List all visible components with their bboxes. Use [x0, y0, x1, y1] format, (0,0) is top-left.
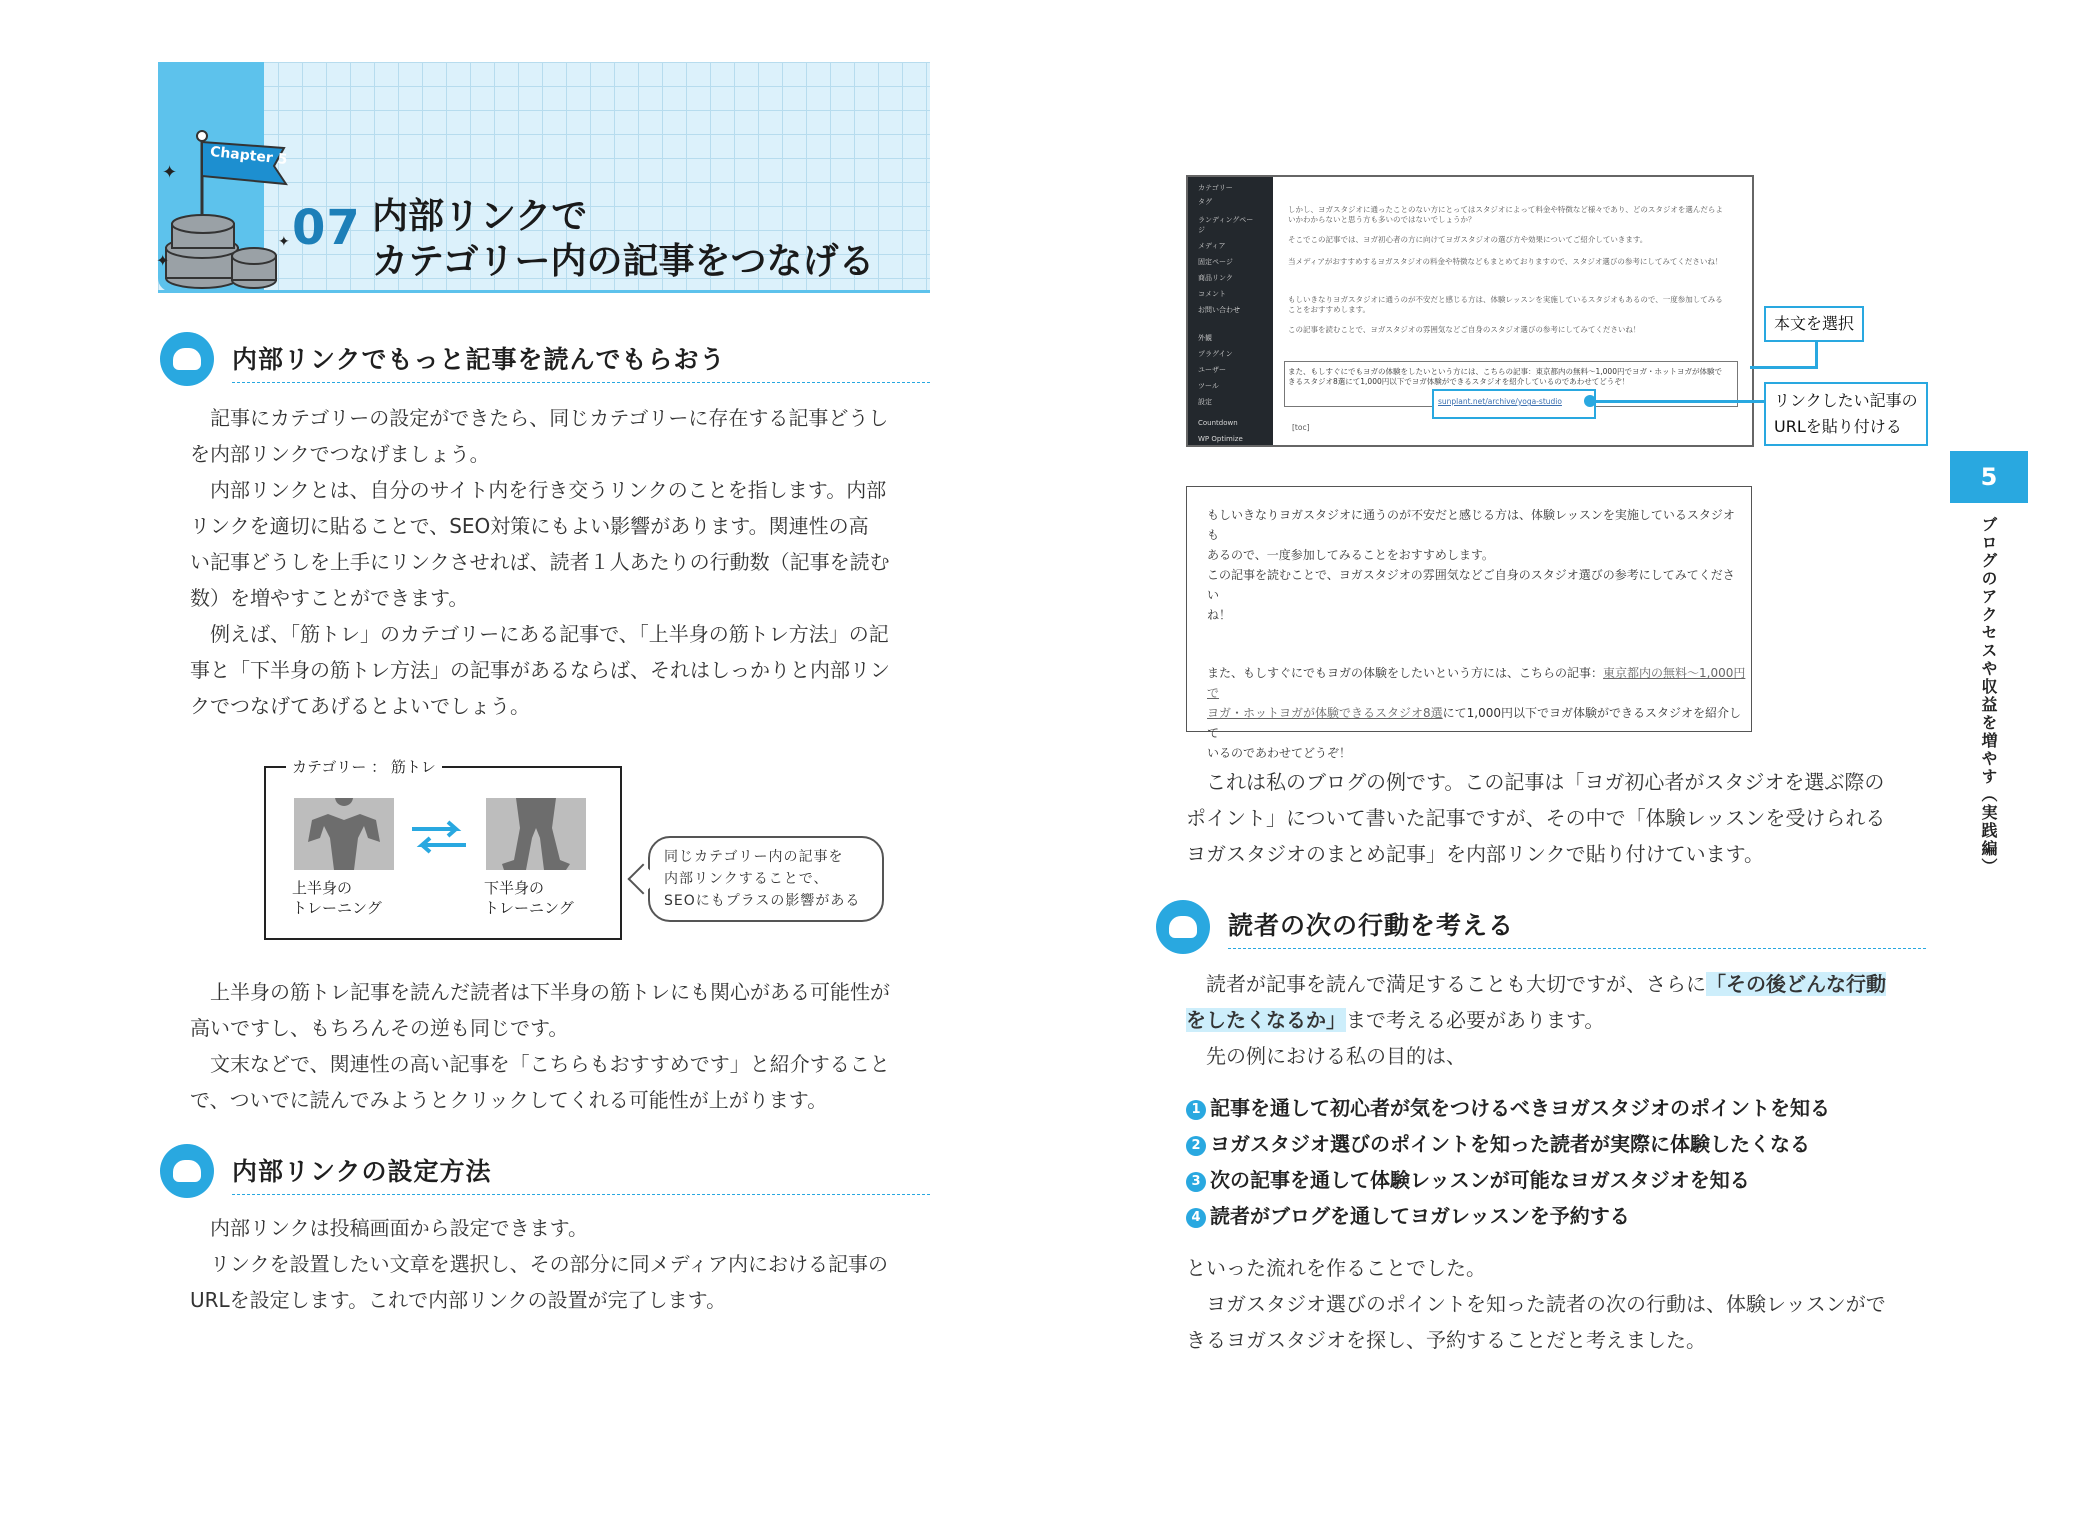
wordpress-editor-screenshot: カテゴリー タグ ランディングペー ジ メディア 固定ページ 商品リンク コメント お問い合わせ 外観 プラグイン ユーザー ツール 設定 Countdown WP Optimize しかし、ヨガスタジオに通ったことのない方にとってはスタジオによって料金や特徴など様々であり、どのスタジオを選んだらよいかわからないと思う方も多いのではないでしょうか？ そこでこの記事では、ヨガ初心者の方に向けてヨガスタジオの選び方や効果についてご紹介していきます。 当メディアがおすすめするヨガスタジオの料金や特徴などもまとめておりますので、スタジオ選びの参考にしてみてくださいね！ もしいきなりヨガスタジオに通うのが不安だと感じる方は、体験レッスンを実施しているスタジオもあるので、一度参加してみることをおすすめします。 この記事を読むことで、ヨガスタジオの雰囲気などご自身のスタジオ選びの参考にしてみてくださいね！ また、もしすぐにでもヨガの体験をしたいという方には、こちらの記事：東京都内の無料〜1,000円でヨガ・ホットヨガが体験できるスタジオ8選にて1,000円以下でヨガ体験ができるスタジオを紹介しているのであわせてどうぞ！ sunplant.net/archive/yoga-studio [toc]: [1186, 175, 1754, 447]
callout-paste-url: リンクしたい記事の URLを貼り付ける: [1764, 382, 1928, 446]
list-item: 2 ヨガスタジオ選びのポイントを知った読者が実際に体験したくなる: [1186, 1126, 1946, 1162]
page-title-line1: 内部リンクで: [372, 196, 588, 237]
section-title-2: 内部リンクの設定方法: [232, 1157, 492, 1186]
chapter-tab: 5: [1950, 451, 2028, 503]
article-link[interactable]: ヨガ・ホットヨガが体験できるスタジオ8選: [1207, 706, 1443, 720]
section-rule-3: [1228, 948, 1926, 949]
blog-article-screenshot: もしいきなりヨガスタジオに通うのが不安だと感じる方は、体験レッスンを実施しているスタジオも あるので、一度参加してみることをおすすめします。 この記事を読むことで、ヨガスタジオの雰囲気などご自身のスタジオ選びの参考にしてみてください ね！ また、もしすぐにでもヨガの体験をしたいという方には、こちらの記事：東京都内の無料〜1,000円で ヨガ・ホットヨガが体験できるスタジオ8選にて1,000円以下でヨガ体験ができるスタジオを紹介して いるのであわせてどうぞ！: [1186, 486, 1752, 732]
page-title-line2: カテゴリー内の記事をつなげる: [372, 241, 875, 282]
para2-body: 上半身の筋トレ記事を読んだ読者は下半身の筋トレにも関心がある可能性が 高いですし、もちろんその逆も同じです。 文末などで、関連性の高い記事を「こちらもおすすめです」と紹介すること で、ついでに読んでみようとクリックしてくれる可能性が上がります。: [190, 980, 890, 1112]
section-rule-2: [232, 1194, 930, 1195]
section-purse-icon: [160, 1144, 214, 1198]
svg-text:✦: ✦: [278, 234, 290, 250]
speech-bubble-text: 同じカテゴリー内の記事を 内部リンクすることで、 SEOにもプラスの影響がある: [664, 849, 861, 909]
section1-body: 記事にカテゴリーの設定ができたら、同じカテゴリーに存在する記事どうし を内部リンクでつなげましょう。 内部リンクとは、自分のサイト内を行き交うリンクのことを指します。内部 リンクを適切に貼ることで、SEO対策にもよい影響があります。関連性の高 い記事どうしを上手にリンクさせれば、読者１人あたりの行動数（記事を読む 数）を増やすことができます。 例えば、「筋トレ」のカテゴリーにある記事で、「上半身の筋トレ方法」の記 事と「下半身の筋トレ方法」の記事があるならば、それはしっかりと内部リン クでつなげてあげるとよいでしょう。: [190, 406, 890, 718]
section-title-3: 読者の次の行動を考える: [1228, 911, 1515, 940]
callout-select-text: 本文を選択: [1764, 306, 1864, 342]
closing-body: といった流れを作ることでした。 ヨガスタジオ選びのポイントを知った読者の次の行動は、体験レッスンがで きるヨガスタジオを探し、予約することだと考えました。: [1186, 1256, 1886, 1352]
section-purse-icon: [160, 332, 214, 386]
chapter-flag-label: Chapter 5: [209, 143, 289, 169]
section-title-1: 内部リンクでもっと記事を読んでもらおう: [232, 345, 726, 374]
upper-body-photo-icon: [294, 798, 394, 870]
link-arrows-icon: [410, 820, 468, 854]
callout-line-1: [1750, 366, 1818, 369]
goal-list: [1186, 1090, 1946, 1234]
upper-body-caption: 上半身の トレーニング: [292, 879, 382, 917]
right-para1: これは私のブログの例です。この記事は「ヨガ初心者がスタジオを選ぶ際の ポイント」について書いた記事ですが、その中で「体験レッスンを受けられる ヨガスタジオのまとめ記事」を内部リンクで貼り付けています。: [1186, 770, 1886, 866]
section-number: 07: [292, 200, 361, 256]
list-item: 3 次の記事を通して体験レッスンが可能なヨガスタジオを知る: [1186, 1162, 1946, 1198]
lower-body-photo-icon: [486, 798, 586, 870]
lower-body-caption: 下半身の トレーニング: [484, 879, 574, 917]
section-rule-1: [232, 382, 930, 383]
section-purse-icon: [1156, 900, 1210, 954]
callout-line-1b: [1815, 340, 1818, 368]
list-item: 1 記事を通して初心者が気をつけるべきヨガスタジオのポイントを知る: [1186, 1090, 1946, 1126]
wp-admin-sidebar: カテゴリー タグ ランディングペー ジ メディア 固定ページ 商品リンク コメント お問い合わせ 外観 プラグイン ユーザー ツール 設定 Countdown WP Optimize: [1188, 177, 1273, 445]
list-item: 4 読者がブログを通してヨガレッスンを予約する: [1186, 1198, 1946, 1234]
article-link[interactable]: 東京都内の無料〜1,000円で: [1207, 666, 1746, 700]
callout-dot: [1584, 395, 1596, 407]
svg-text:✦: ✦: [156, 251, 170, 270]
svg-text:✦: ✦: [162, 162, 178, 183]
section3-body: 読者が記事を読んで満足することも大切ですが、さらに「その後どんな行動 をしたくなるか」まで考える必要があります。 先の例における私の目的は、: [1186, 972, 1886, 1068]
chapter-tab-label: ブログのアクセスや収益を増やす（実践編）: [1979, 516, 1998, 876]
section2-body: 内部リンクは投稿画面から設定できます。 リンクを設置したい文章を選択し、その部分に同メディア内における記事の URLを設定します。これで内部リンクの設置が完了します。: [190, 1216, 888, 1312]
callout-line-2: [1590, 400, 1764, 403]
diagram-category-label: カテゴリー ： 筋トレ: [286, 756, 442, 777]
